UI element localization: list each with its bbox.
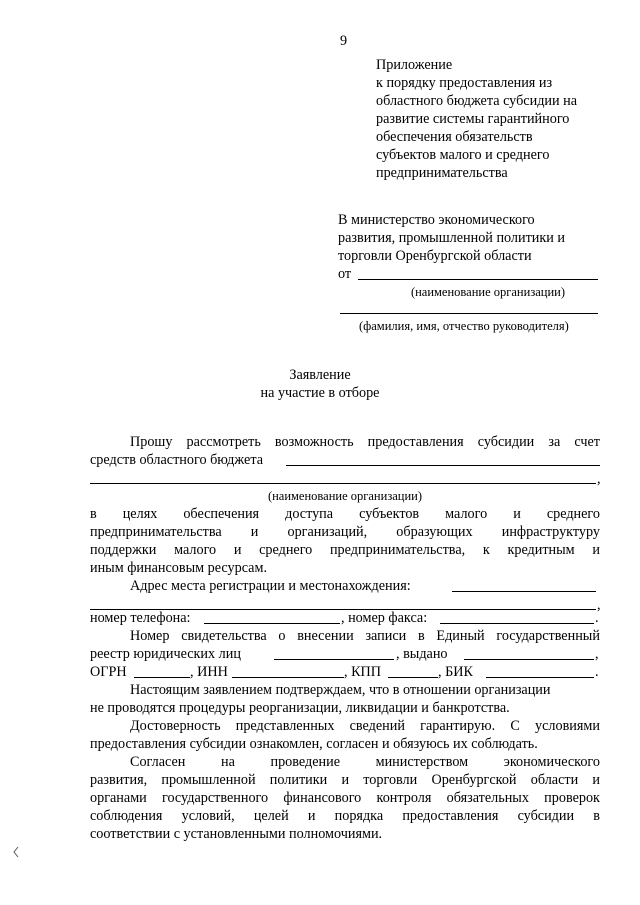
word: записи — [365, 628, 407, 644]
paragraph-2-line-4: иным финансовым ресурсам. — [90, 560, 267, 576]
word: среднего — [546, 506, 600, 522]
word: на — [221, 754, 235, 770]
word: представленных — [235, 718, 335, 734]
word: Номер — [130, 628, 170, 644]
word: и — [592, 772, 600, 788]
address-label: Адрес места регистрации и местонахождения: — [130, 578, 411, 594]
head-name-caption: (фамилия, имя, отчество руководителя) — [359, 319, 569, 333]
org-name-caption: (наименование организации) — [410, 285, 566, 299]
word: государственный — [496, 628, 600, 644]
word: к — [482, 542, 490, 558]
phone-label: номер телефона: — [90, 610, 191, 626]
word: соблюдения — [90, 808, 163, 824]
word: в — [593, 808, 600, 824]
word: и — [233, 542, 242, 558]
confirmation-line-1: Настоящим заявлением подтверждаем, что в отношении организации — [130, 682, 551, 698]
word: Согласен — [130, 754, 186, 770]
word: области — [530, 772, 579, 788]
comma: , — [597, 597, 601, 613]
scan-mark — [12, 846, 20, 858]
word: предпринимательства, — [329, 542, 466, 558]
word: целей — [253, 808, 289, 824]
word: свидетельства — [181, 628, 267, 644]
word: в — [90, 506, 97, 522]
issued-label: , выдано — [396, 646, 448, 662]
period: . — [595, 664, 599, 680]
consent-line-1 — [130, 753, 600, 771]
fax-blank[interactable] — [440, 623, 594, 624]
word: и — [341, 772, 350, 788]
word: сведений — [349, 718, 405, 734]
word: предоставления — [367, 434, 464, 450]
org-name-blank-2[interactable] — [90, 483, 596, 484]
comma: , — [597, 471, 601, 487]
word: организаций, — [287, 524, 368, 540]
word: торговли — [363, 772, 418, 788]
word: в — [417, 628, 425, 644]
word: Прошу — [130, 434, 173, 450]
word: субсидии — [517, 808, 575, 824]
word: промышленной — [161, 772, 256, 788]
word: целях — [122, 506, 158, 522]
word: порядка — [334, 808, 384, 824]
word: условий, — [181, 808, 235, 824]
paragraph-1-line-1 — [130, 433, 600, 451]
head-name-blank[interactable] — [340, 313, 598, 314]
word: обеспечения — [183, 506, 260, 522]
page-number: 9 — [340, 33, 348, 49]
appendix-title: Приложение — [376, 57, 453, 73]
word: инфраструктуру — [501, 524, 600, 540]
paragraph-2-line-2 — [90, 523, 600, 541]
appendix-line: субъектов малого и среднего — [376, 147, 550, 163]
word: обязательных — [446, 790, 529, 806]
word: поддержки — [90, 542, 157, 558]
inn-blank[interactable] — [232, 677, 344, 678]
word: условиями — [535, 718, 600, 734]
word: государственного — [162, 790, 269, 806]
fax-label: , номер факса: — [341, 610, 428, 626]
document-title: Заявление — [289, 367, 351, 383]
kpp-blank[interactable] — [388, 677, 438, 678]
from-label: от — [338, 266, 352, 282]
word: доступа — [285, 506, 334, 522]
bik-blank[interactable] — [486, 677, 594, 678]
word: предоставления — [402, 808, 499, 824]
word: о — [278, 628, 286, 644]
word: контроля — [376, 790, 432, 806]
word: С — [510, 718, 520, 734]
consent-line-2 — [90, 771, 600, 789]
word: и — [592, 542, 600, 558]
word: внесении — [297, 628, 354, 644]
word: субъектов — [359, 506, 420, 522]
certificate-line-1 — [130, 627, 600, 645]
registry-blank[interactable] — [274, 659, 394, 660]
word: и — [307, 808, 316, 824]
word: рассмотреть — [186, 434, 261, 450]
appendix-line: обеспечения обязательств — [376, 129, 533, 145]
appendix-line: областного бюджета субсидии на — [376, 93, 578, 109]
consent-line-4 — [90, 807, 600, 825]
reliability-line-1 — [130, 717, 600, 735]
word: Единый — [436, 628, 485, 644]
word: малого — [445, 506, 488, 522]
org-name-blank-1[interactable] — [286, 465, 600, 466]
document-subtitle: на участие в отборе — [260, 385, 380, 401]
word: органами — [90, 790, 147, 806]
consent-line-3 — [90, 789, 600, 807]
from-org-blank[interactable] — [358, 279, 598, 280]
period: . — [595, 610, 599, 626]
inn-label: , ИНН — [190, 664, 228, 680]
ogrn-label: ОГРН — [90, 664, 127, 680]
word: финансового — [283, 790, 362, 806]
word: проверок — [544, 790, 600, 806]
confirmation-line-2: не проводятся процедуры реорганизации, ликвидации и банкротства. — [90, 700, 510, 716]
org-name-caption-body: (наименование организации) — [267, 489, 423, 503]
word: возможность — [274, 434, 354, 450]
ogrn-blank[interactable] — [134, 677, 190, 678]
word: гарантирую. — [420, 718, 496, 734]
word: предпринимательства — [90, 524, 222, 540]
word: развития, — [90, 772, 148, 788]
word: и — [250, 524, 259, 540]
paragraph-2-line-3 — [90, 541, 600, 559]
paragraph-1-line-2: средств областного бюджета — [90, 452, 263, 468]
registry-label: реестр юридических лиц — [90, 646, 241, 662]
appendix-line: предпринимательства — [376, 165, 508, 181]
issued-blank[interactable] — [464, 659, 594, 660]
word: проведение — [270, 754, 340, 770]
word: министерством — [375, 754, 469, 770]
word: за — [548, 434, 561, 450]
addressee-line: торговли Оренбургской области — [338, 248, 532, 264]
addressee-line: В министерство экономического — [338, 212, 535, 228]
word: политики — [269, 772, 328, 788]
word: субсидии — [477, 434, 535, 450]
word: экономического — [503, 754, 600, 770]
word: малого — [174, 542, 217, 558]
address-blank-1[interactable] — [452, 591, 596, 592]
appendix-line: к порядку предоставления из — [376, 75, 553, 91]
word: Достоверность — [130, 718, 221, 734]
appendix-line: развитие системы гарантийного — [376, 111, 570, 127]
word: счет — [574, 434, 600, 450]
comma: , — [595, 646, 599, 662]
word: Оренбургской — [431, 772, 517, 788]
word: кредитным — [507, 542, 575, 558]
word: и — [513, 506, 521, 522]
consent-line-5: соответствии с установленными полномочиями. — [90, 826, 383, 842]
addressee-line: развития, промышленной политики и — [338, 230, 566, 246]
kpp-label: , КПП — [344, 664, 382, 680]
phone-blank[interactable] — [204, 623, 340, 624]
paragraph-2-line-1 — [90, 505, 600, 523]
bik-label: , БИК — [438, 664, 473, 680]
reliability-line-2: предоставления субсидии ознакомлен, согласен и обязуюсь их соблюдать. — [90, 736, 538, 752]
word: образующих — [396, 524, 473, 540]
word: среднего — [259, 542, 313, 558]
